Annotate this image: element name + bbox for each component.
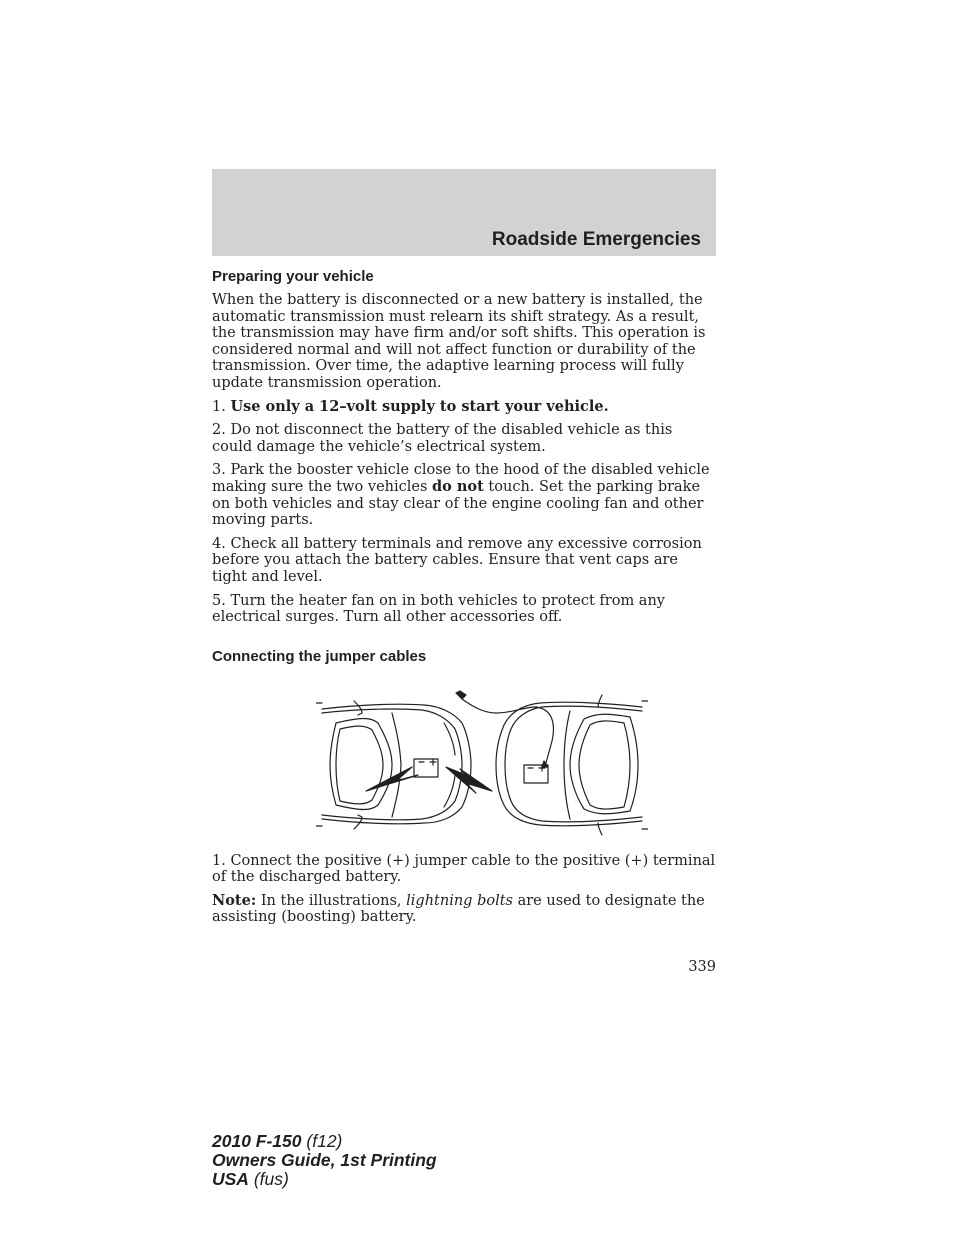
footer-model-code: (f12) bbox=[306, 1131, 343, 1151]
note-paragraph bbox=[212, 893, 716, 926]
connect-step-1: 1. Connect the positive (+) jumper cable to the positive (+) terminal of the discharged battery. bbox=[212, 852, 716, 886]
cable-clamp-icon bbox=[456, 691, 466, 699]
step-1-number: 1. bbox=[212, 398, 226, 415]
footer-line-1 bbox=[212, 1132, 437, 1151]
note-text-a: In the illustrations, bbox=[260, 892, 402, 909]
section-title: Roadside Emergencies bbox=[491, 229, 701, 250]
heading-preparing-vehicle: Preparing your vehicle bbox=[212, 268, 374, 285]
jumper-cables-illustration bbox=[316, 683, 648, 841]
step-3 bbox=[212, 462, 716, 528]
footer-market-code: (fus) bbox=[253, 1169, 289, 1189]
cable-clamp-icon bbox=[542, 761, 548, 767]
note-italic: lightning bolts bbox=[406, 892, 513, 909]
document-footer bbox=[212, 1132, 437, 1189]
page-number: 339 bbox=[688, 959, 716, 975]
footer-line-3 bbox=[212, 1170, 437, 1189]
step-2: 2. Do not disconnect the battery of the disabled vehicle as this could damage the vehicle’s electrical system. bbox=[212, 422, 673, 455]
section-header-band bbox=[212, 169, 716, 256]
step-5: 5. Turn the heater fan on in both vehicles to protect from any electrical surges. Turn all other accessories off. bbox=[212, 592, 665, 626]
step-4: 4. Check all battery terminals and remove any excessive corrosion before you attach the battery cables. Ensure that vent caps are tight and level. bbox=[212, 535, 702, 585]
jumper-cable bbox=[462, 699, 553, 763]
note-label: Note: bbox=[212, 891, 257, 909]
intro-paragraph: When the battery is disconnected or a new battery is installed, the automatic transmission must relearn its shift strategy. As a result, the transmission may have firm and/or soft shifts. This operation is considered normal and will not affect function or durability of the transmission. Over time, the adaptive learning process will fully update transmission operation. bbox=[212, 292, 706, 391]
step-1 bbox=[212, 399, 716, 416]
footer-line-2: Owners Guide, 1st Printing bbox=[212, 1150, 437, 1170]
footer-market: USA bbox=[212, 1169, 249, 1189]
step-3-bold: do not bbox=[432, 477, 484, 495]
step-1-text: Use only a 12–volt supply to start your vehicle. bbox=[230, 397, 609, 415]
heading-connecting-cables: Connecting the jumper cables bbox=[212, 647, 427, 665]
step-3-text-a: 3. Park the booster vehicle close to the hood of the disabled vehicle making sure the two vehicles bbox=[212, 462, 710, 495]
footer-model: 2010 F-150 bbox=[212, 1131, 302, 1151]
booster-vehicle-drawing bbox=[496, 695, 648, 835]
note-text-b: are used to designate the assisting (boosting) battery. bbox=[212, 892, 705, 926]
disabled-vehicle-drawing bbox=[316, 701, 471, 829]
step-3-text-b: touch. Set the parking brake on both vehicles and stay clear of the engine cooling fan and other moving parts. bbox=[212, 478, 704, 529]
page-content bbox=[212, 267, 716, 926]
